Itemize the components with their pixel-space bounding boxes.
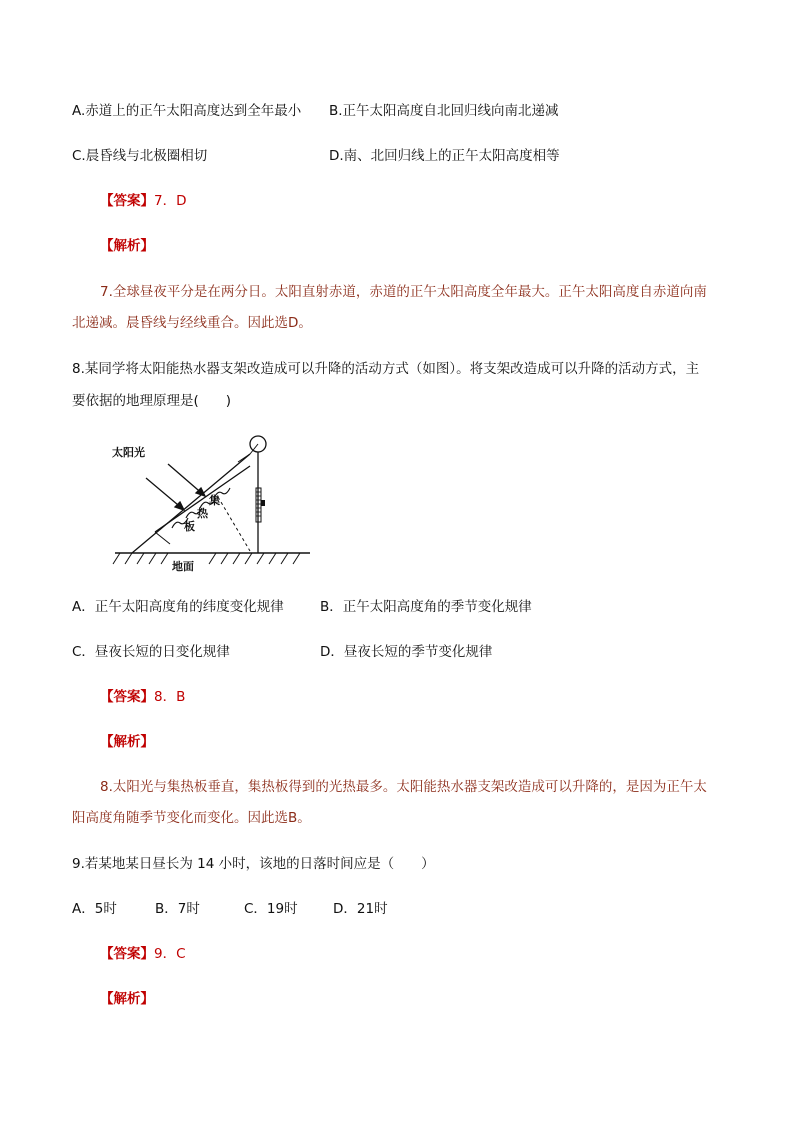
q8-analysis-label: 【解析】: [100, 734, 154, 750]
q9-stem: 9.若某地某日昼长为 14 小时，该地的日落时间应是（ ）: [72, 856, 435, 872]
label-ban: 板: [184, 520, 195, 533]
q8-stem-line-1: 8.某同学将太阳能热水器支架改造成可以升降的活动方式（如图）。将支架改造成可以升降的活动方式，主: [72, 361, 700, 377]
answer-value: 9．C: [154, 946, 186, 962]
q8-stem-line-2: 要依据的地理原理是( ): [72, 393, 232, 409]
q8-option-b: B．正午太阳高度角的季节变化规律: [320, 599, 532, 615]
q8-option-c: C．昼夜长短的日变化规律: [72, 644, 230, 660]
q9-analysis-label: 【解析】: [100, 991, 154, 1007]
answer-label: 【答案】: [100, 193, 154, 209]
answer-value: 7．D: [154, 193, 187, 209]
q7-analysis-line-2: 北递减。晨昏线与经线重合。因此选D。: [72, 315, 312, 331]
label-ji: 集: [209, 494, 220, 507]
q7-answer: [100, 191, 186, 211]
q9-option-a: A．5时: [72, 901, 117, 917]
q8-analysis-line-2: 阳高度角随季节变化而变化。因此选B。: [72, 810, 311, 826]
solar-heater-diagram: [110, 432, 320, 574]
q9-option-c: C．19时: [244, 901, 298, 917]
q7-option-d: D.南、北回归线上的正午太阳高度相等: [329, 148, 560, 164]
q8-option-a: A．正午太阳高度角的纬度变化规律: [72, 599, 284, 615]
answer-value: 8．B: [154, 689, 186, 705]
q8-answer: [100, 687, 185, 707]
label-re: 热: [197, 507, 208, 520]
q7-option-c: C.晨昏线与北极圈相切: [72, 148, 208, 164]
q9-option-d: D．21时: [333, 901, 388, 917]
q7-analysis-line-1: 7.全球昼夜平分是在两分日。太阳直射赤道，赤道的正午太阳高度全年最大。正午太阳高度自赤道向南: [100, 284, 707, 300]
q9-answer: [100, 944, 186, 964]
answer-label: 【答案】: [100, 689, 154, 705]
q9-option-b: B．7时: [155, 901, 200, 917]
q7-analysis-label: 【解析】: [100, 238, 154, 254]
answer-label: 【答案】: [100, 946, 154, 962]
q7-option-b: B.正午太阳高度自北回归线向南北递减: [329, 103, 559, 119]
label-sunlight: 太阳光: [112, 446, 145, 459]
q8-analysis-line-1: 8.太阳光与集热板垂直，集热板得到的光热最多。太阳能热水器支架改造成可以升降的，是因为正午太: [100, 779, 707, 795]
label-ground: 地面: [172, 560, 194, 573]
q8-option-d: D．昼夜长短的季节变化规律: [320, 644, 493, 660]
q7-option-a: A.赤道上的正午太阳高度达到全年最小: [72, 103, 302, 119]
